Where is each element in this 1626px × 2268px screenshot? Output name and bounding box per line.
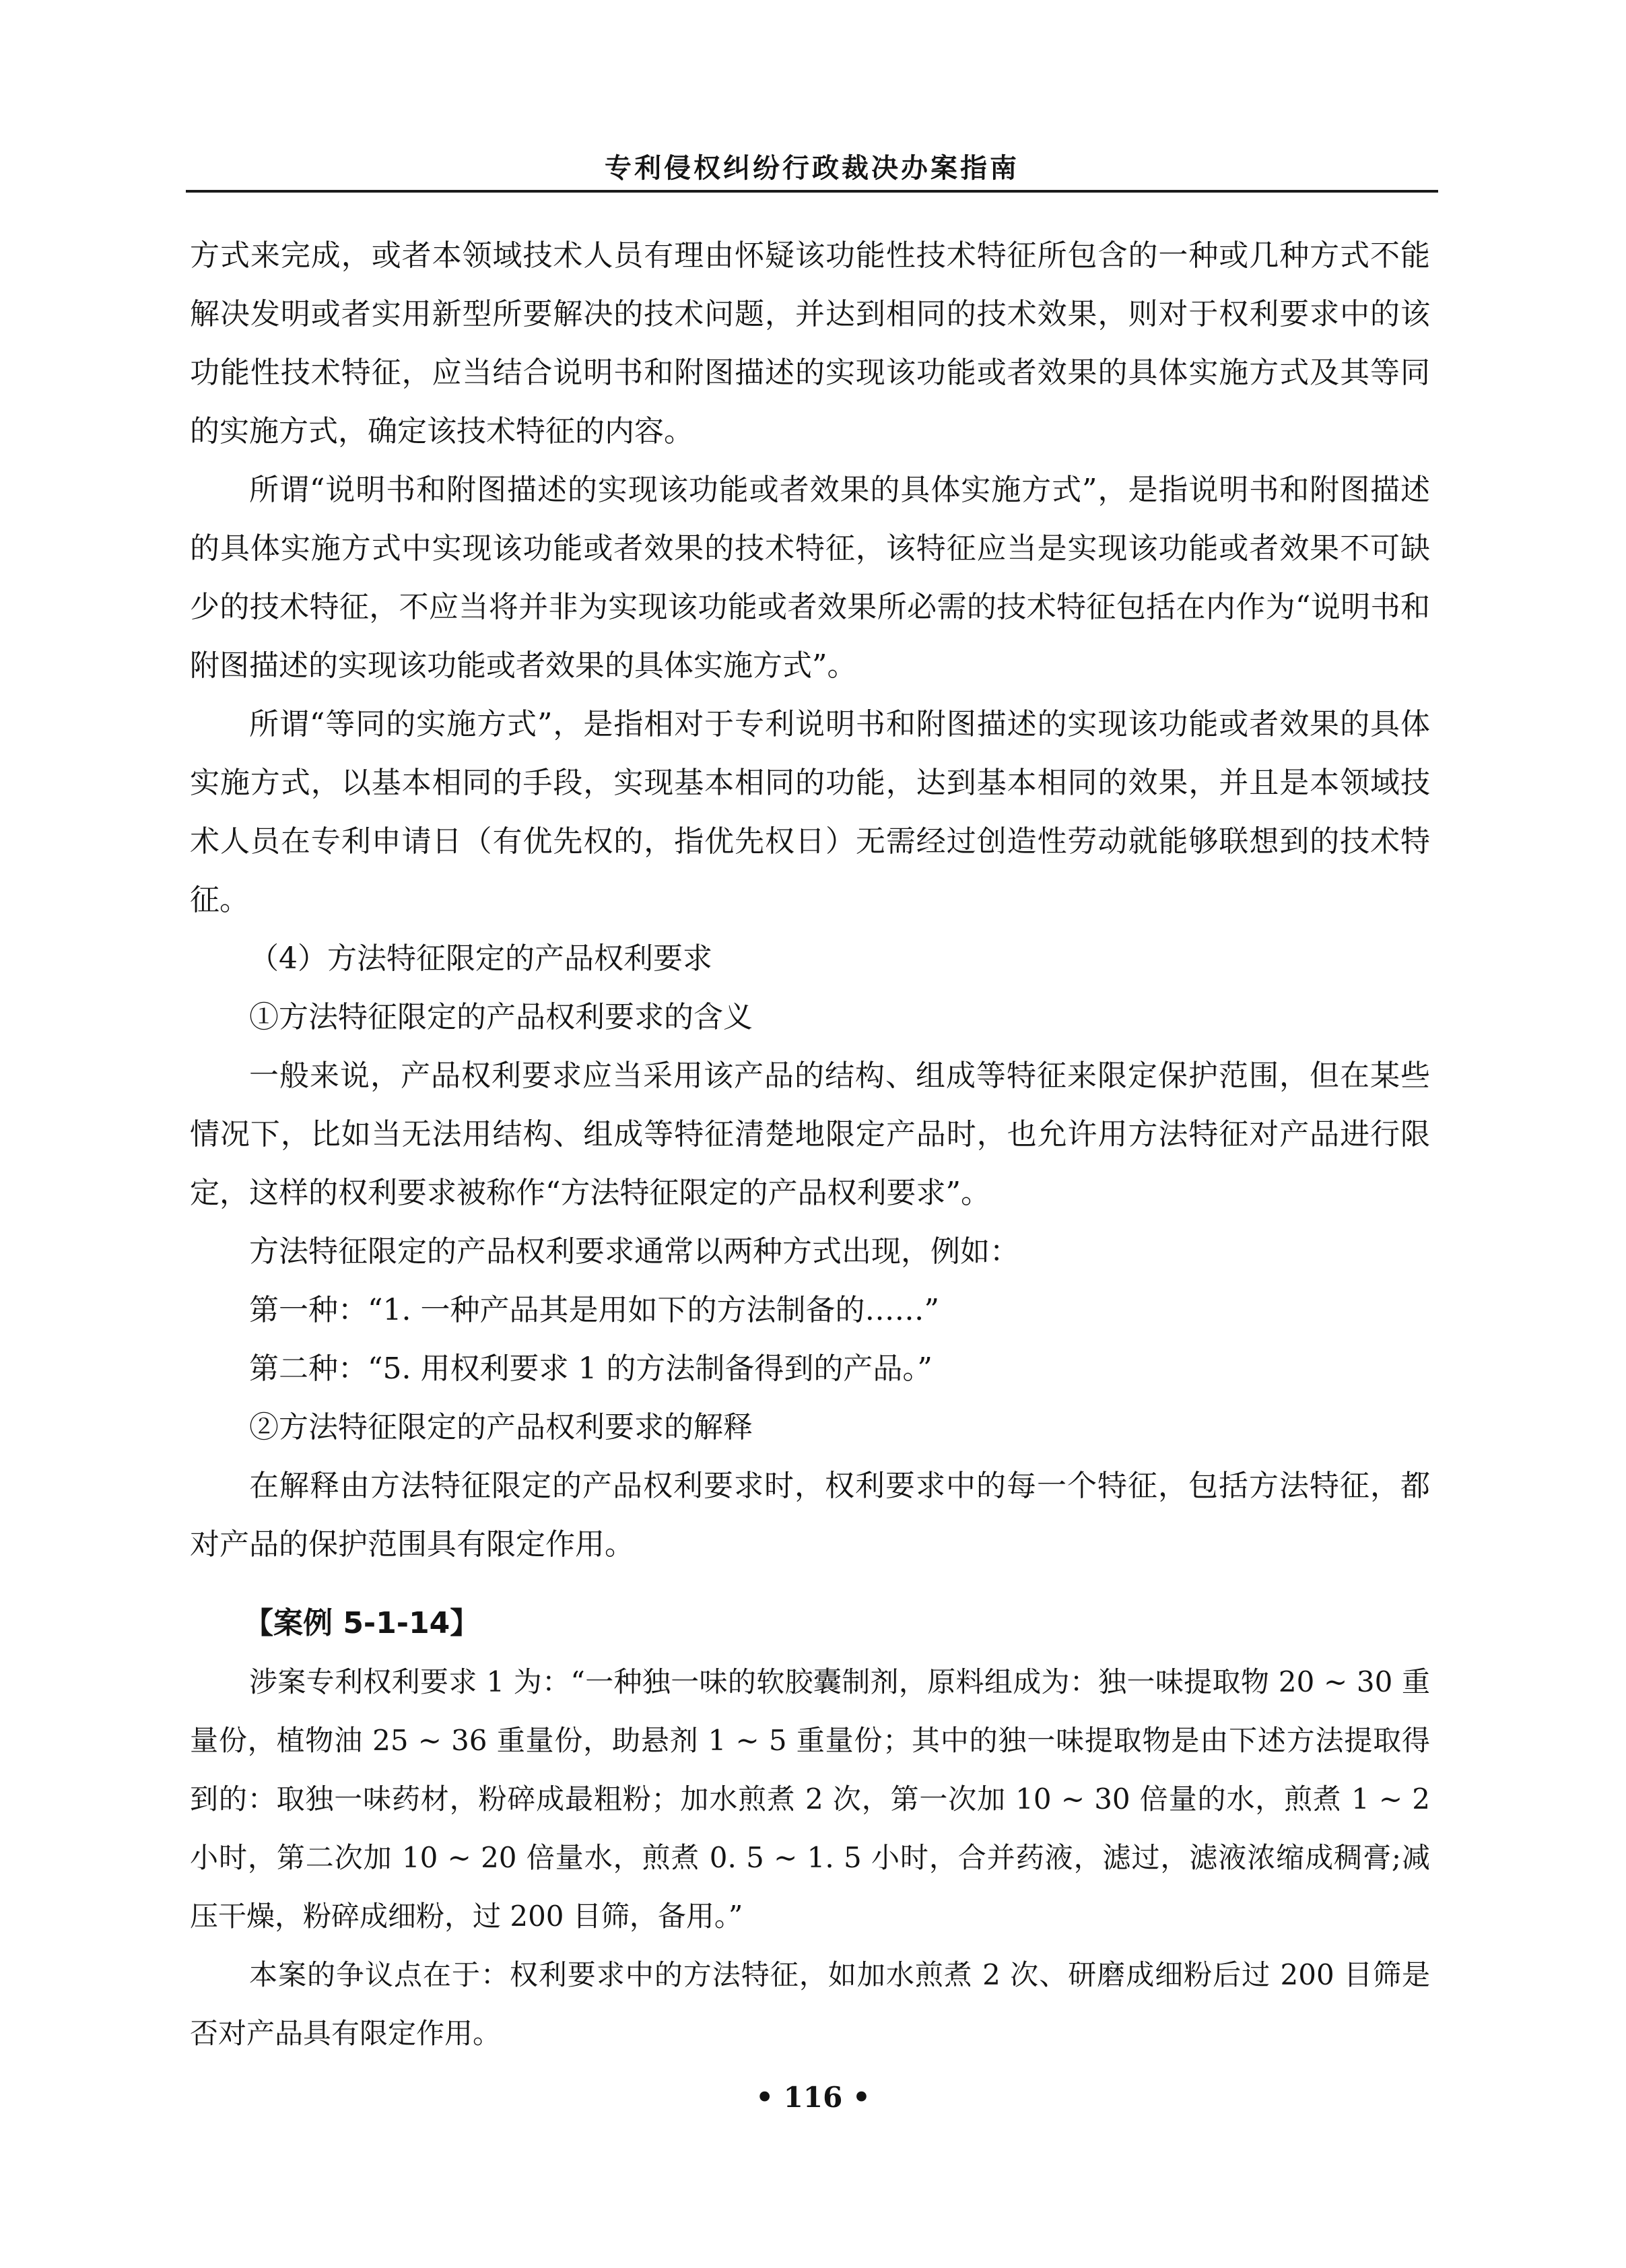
- case-block: [190, 1594, 1430, 2063]
- paragraph: 在解释由方法特征限定的产品权利要求时，权利要求中的每一个特征，包括方法特征，都对产品的保护范围具有限定作用。: [190, 1469, 1430, 1562]
- example-line: 第二种：“5. 用权利要求 1 的方法制备得到的产品。”: [249, 1352, 933, 1386]
- case-paragraph: 本案的争议点在于：权利要求中的方法特征，如加水煎煮 2 次、研磨成细粉后过 200 目筛是否对产品具有限定作用。: [190, 1958, 1430, 2050]
- paragraph: 所谓“说明书和附图描述的实现该功能或者效果的具体实施方式”，是指说明书和附图描述的具体实施方式中实现该功能或者效果的技术特征，该特征应当是实现该功能或者效果不可缺少的技术特征，不应当将并非为实现该功能或者效果所必需的技术特征包括在内作为“说明书和附图描述的实现该功能或者效果的具体实施方式”。: [190, 473, 1430, 683]
- running-header: 专利侵权纠纷行政裁决办案指南: [605, 153, 1019, 184]
- section-heading: （4）方法特征限定的产品权利要求: [249, 941, 712, 976]
- body-text: [190, 226, 1430, 2063]
- case-paragraph: 涉案专利权利要求 1 为：“一种独一味的软胶囊制剂，原料组成为：独一味提取物 20 ~ 30 重量份，植物油 25 ~ 36 重量份，助悬剂 1 ~ 5 重量份；其中的独一味提取物是由下述方法提取得到的：取独一味药材，粉碎成最粗粉；加水煎煮 2 次，第一次加 10 ~ 30 倍量的水，煎煮 1 ~ 2 小时，第二次加 10 ~ 20 倍量水，煎煮 0. 5 ~ 1. 5 小时，合并药液，滤过，滤液浓缩成稠膏;减压干燥，粉碎成细粉，过 200 目筛，备用。”: [190, 1665, 1430, 1933]
- page-number: • 116 •: [755, 2081, 871, 2114]
- paragraph: 所谓“等同的实施方式”，是指相对于专利说明书和附图描述的实现该功能或者效果的具体实施方式，以基本相同的手段，实现基本相同的功能，达到基本相同的效果，并且是本领域技术人员在专利申请日（有优先权的，指优先权日）无需经过创造性劳动就能够联想到的技术特征。: [190, 707, 1430, 917]
- case-title: 【案例 5-1-14】: [244, 1606, 480, 1640]
- subsection-heading: ②方法特征限定的产品权利要求的解释: [249, 1410, 753, 1444]
- example-line: 第一种：“1. 一种产品其是用如下的方法制备的……”: [249, 1293, 939, 1327]
- paragraph: 方式来完成，或者本领域技术人员有理由怀疑该功能性技术特征所包含的一种或几种方式不能解决发明或者实用新型所要解决的技术问题，并达到相同的技术效果，则对于权利要求中的该功能性技术特征，应当结合说明书和附图描述的实现该功能或者效果的具体实施方式及其等同的实施方式，确定该技术特征的内容。: [190, 238, 1430, 448]
- paragraph: 一般来说，产品权利要求应当采用该产品的结构、组成等特征来限定保护范围，但在某些情况下，比如当无法用结构、组成等特征清楚地限定产品时，也允许用方法特征对产品进行限定，这样的权利要求被称作“方法特征限定的产品权利要求”。: [190, 1059, 1430, 1210]
- header-rule: [186, 190, 1438, 193]
- paragraph: 方法特征限定的产品权利要求通常以两种方式出现，例如：: [249, 1234, 1019, 1269]
- subsection-heading: ①方法特征限定的产品权利要求的含义: [249, 1000, 753, 1034]
